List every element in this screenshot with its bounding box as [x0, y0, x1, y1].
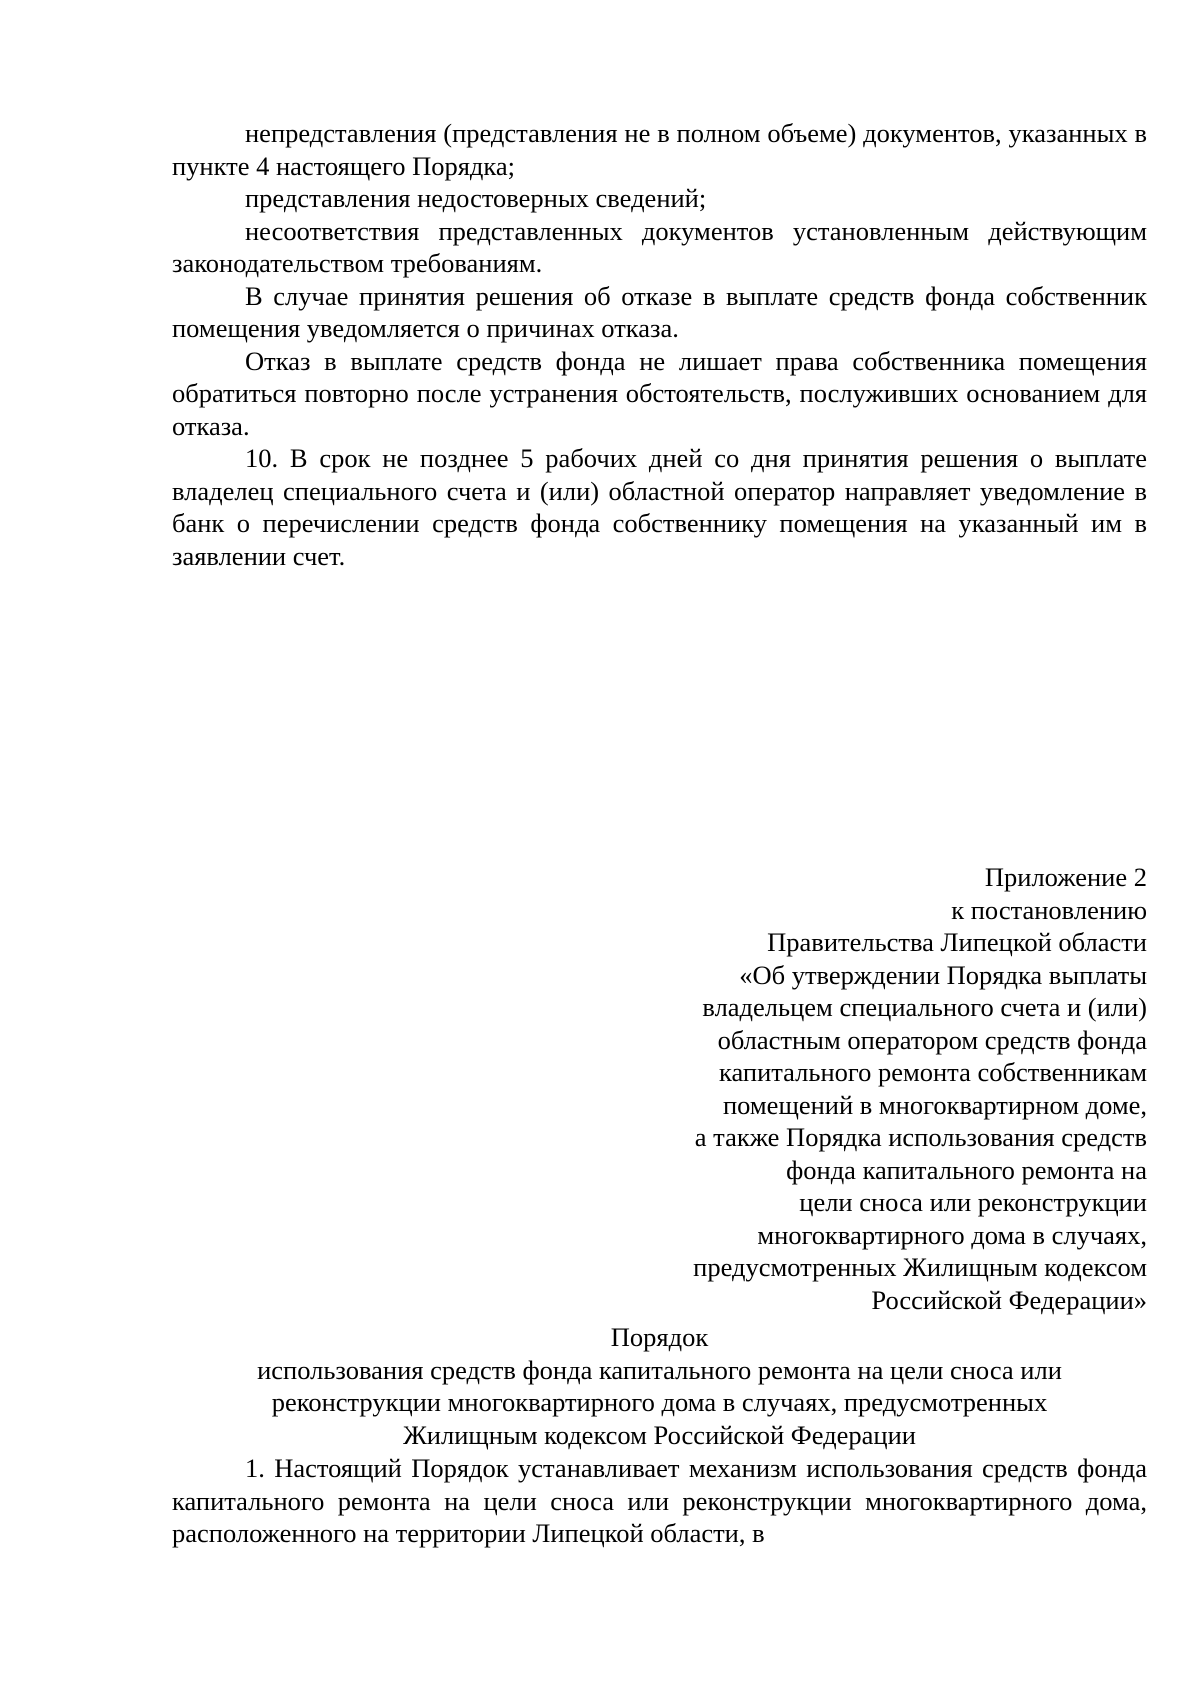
paragraph-nonsubmission: непредставления (представления не в полном объеме) документов, указанных в пункте 4 настоящего Порядка;	[172, 118, 1147, 181]
appendix-line: капитального ремонта собственникам	[719, 1057, 1147, 1087]
appendix-line: «Об утверждении Порядка выплаты	[739, 959, 1147, 990]
order-title-heading: Порядок	[610, 1322, 709, 1352]
appendix-line: Российской Федерации»	[871, 1284, 1147, 1315]
body-text-top	[172, 117, 1147, 572]
paragraph-item-1: 1. Настоящий Порядок устанавливает механизм использования средств фонда капитального ремонта на цели сноса или реконструкции многоквартирного дома, расположенного на территории Липецкой области, в	[172, 1453, 1147, 1548]
order-title-line: Жилищным кодексом Российской Федерации	[403, 1419, 916, 1450]
appendix-line: многоквартирного дома в случаях,	[757, 1219, 1147, 1250]
paragraph-item-10: 10. В срок не позднее 5 рабочих дней со дня принятия решения о выплате владелец специального счета и (или) областной оператор направляет уведомление в банк о перечислении средств фонда собственнику помещения на указанный им в заявлении счет.	[172, 443, 1147, 571]
paragraph-refusal-notice: В случае принятия решения об отказе в выплате средств фонда собственник помещения уведомляется о причинах отказа.	[172, 280, 1147, 343]
paragraph-noncompliance: несоответствия представленных документов установленным действующим законодательством требованиям.	[172, 215, 1147, 278]
appendix-line: помещений в многоквартирном доме,	[722, 1089, 1147, 1120]
order-title-line: реконструкции многоквартирного дома в случаях, предусмотренных	[271, 1387, 1048, 1417]
paragraph-false-info: представления недостоверных сведений;	[245, 183, 707, 213]
body-text-bottom	[172, 1452, 1147, 1550]
appendix-line: владельцем специального счета и (или)	[702, 992, 1147, 1022]
appendix-line: предусмотренных Жилищным кодексом	[693, 1252, 1147, 1282]
appendix-line: фонда капитального ремонта на	[786, 1154, 1147, 1185]
appendix-line: Правительства Липецкой области	[767, 927, 1147, 957]
paragraph-refusal-rights: Отказ в выплате средств фонда не лишает права собственника помещения обратиться повторно после устранения обстоятельств, послуживших основанием для отказа.	[172, 345, 1147, 441]
appendix-line: цели сноса или реконструкции	[799, 1187, 1147, 1217]
appendix-line: а также Порядка использования средств	[694, 1122, 1147, 1152]
appendix-header	[693, 861, 1147, 1316]
order-title	[172, 1321, 1147, 1451]
appendix-line: областным оператором средств фонда	[717, 1024, 1147, 1055]
appendix-line: к постановлению	[951, 894, 1147, 925]
order-title-line: использования средств фонда капитального ремонта на цели сноса или	[257, 1354, 1062, 1385]
appendix-line: Приложение 2	[984, 862, 1147, 892]
